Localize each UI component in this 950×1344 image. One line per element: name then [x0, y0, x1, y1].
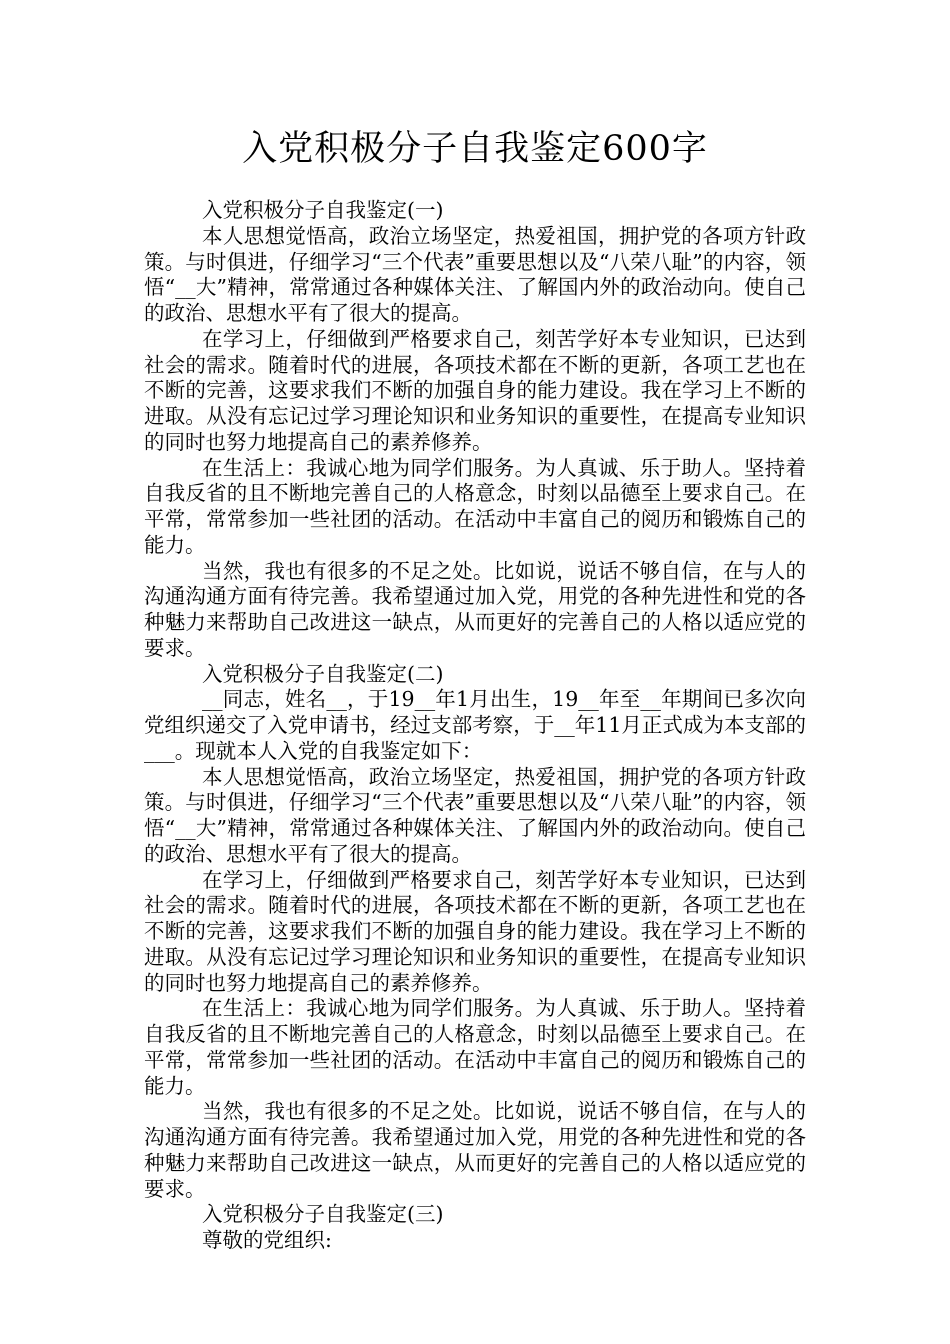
body-paragraph: 在生活上：我诚心地为同学们服务。为人真诚、乐于助人。坚持着自我反省的且不断地完善自己的人格意念，时刻以品德至上要求自己。在平常，常常参加一些社团的活动。在活动中丰富自己的阅历和锻炼自己的能力。: [144, 455, 806, 557]
body-paragraph: 本人思想觉悟高，政治立场坚定，热爱祖国，拥护党的各项方针政策。与时俱进，仔细学习“三个代表”重要思想以及“八荣八耻”的内容，领悟“__大”精神，常常通过各种媒体关注、了解国内外的政治动向。使自己的政治、思想水平有了很大的提高。: [144, 223, 806, 325]
body-paragraph: 在学习上，仔细做到严格要求自己，刻苦学好本专业知识，已达到社会的需求。随着时代的进展，各项技术都在不断的更新，各项工艺也在不断的完善，这要求我们不断的加强自身的能力建设。我在学习上不断的进取。从没有忘记过学习理论知识和业务知识的重要性，在提高专业知识的同时也努力地提高自己的素养修养。: [144, 867, 806, 995]
salutation: 尊敬的党组织:: [202, 1228, 332, 1252]
section-heading-1: 入党积极分子自我鉴定(一): [202, 198, 444, 222]
document-title: 入党积极分子自我鉴定600字: [242, 129, 708, 169]
body-paragraph: 当然，我也有很多的不足之处。比如说，说话不够自信，在与人的沟通沟通方面有待完善。我希望通过加入党，用党的各种先进性和党的各种魅力来帮助自己改进这一缺点，从而更好的完善自己的人格以适应党的要求。: [144, 558, 806, 660]
body-paragraph: 在学习上，仔细做到严格要求自己，刻苦学好本专业知识，已达到社会的需求。随着时代的进展，各项技术都在不断的更新，各项工艺也在不断的完善，这要求我们不断的加强自身的能力建设。我在学习上不断的进取。从没有忘记过学习理论知识和业务知识的重要性，在提高专业知识的同时也努力地提高自己的素养修养。: [144, 326, 806, 454]
document-body: [144, 198, 806, 1254]
body-paragraph: 在生活上：我诚心地为同学们服务。为人真诚、乐于助人。坚持着自我反省的且不断地完善自己的人格意念，时刻以品德至上要求自己。在平常，常常参加一些社团的活动。在活动中丰富自己的阅历和锻炼自己的能力。: [144, 996, 806, 1098]
body-paragraph: 当然，我也有很多的不足之处。比如说，说话不够自信，在与人的沟通沟通方面有待完善。我希望通过加入党，用党的各种先进性和党的各种魅力来帮助自己改进这一缺点，从而更好的完善自己的人格以适应党的要求。: [144, 1099, 806, 1201]
body-paragraph: 本人思想觉悟高，政治立场坚定，热爱祖国，拥护党的各项方针政策。与时俱进，仔细学习“三个代表”重要思想以及“八荣八耻”的内容，领悟“__大”精神，常常通过各种媒体关注、了解国内外的政治动向。使自己的政治、思想水平有了很大的提高。: [144, 764, 806, 866]
body-paragraph: __同志，姓名__，于19__年1月出生，19__年至__年期间已多次向党组织递交了入党申请书，经过支部考察，于__年11月正式成为本支部的___。现就本人入党的自我鉴定如下：: [144, 687, 806, 763]
section-heading-2: 入党积极分子自我鉴定(二): [202, 661, 444, 686]
section-heading-3: 入党积极分子自我鉴定(三): [202, 1202, 444, 1227]
